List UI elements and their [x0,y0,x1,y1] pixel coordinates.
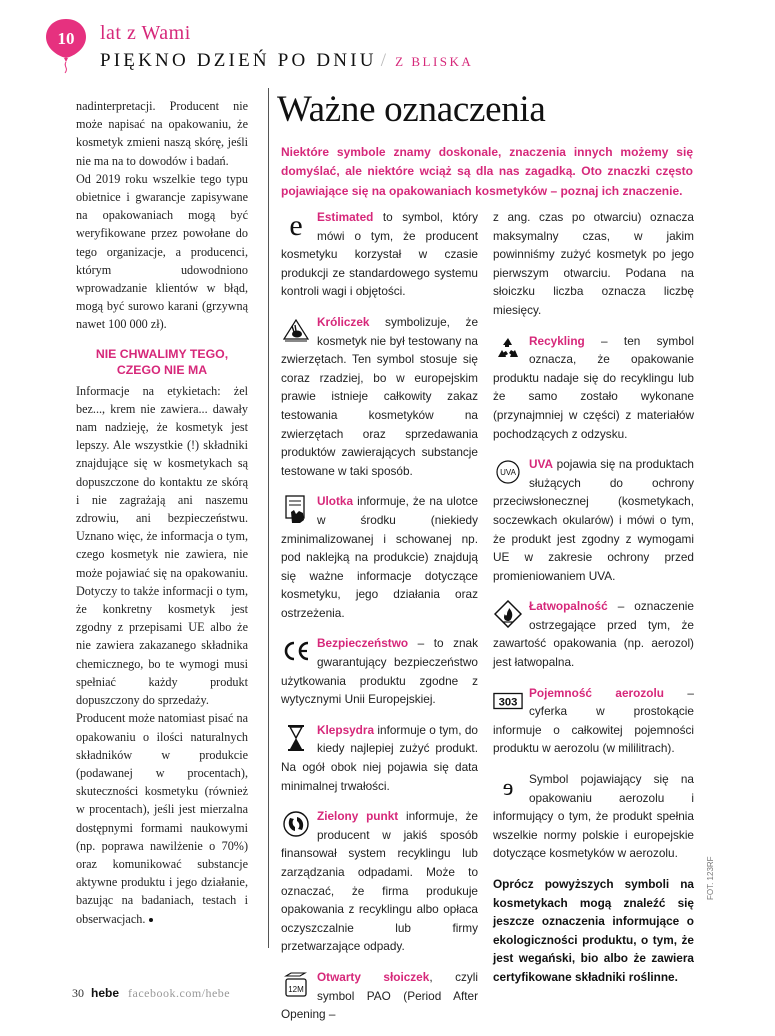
end-bullet-icon [149,918,153,922]
symbol-item [493,332,694,444]
green-dot-icon [281,809,311,839]
estimated-e-icon [281,210,311,240]
symbol-keyword: Zielony punkt [317,809,399,824]
symbol-description: to symbol, który mówi o tym, że producent kosmetyku korzystał w czasie produkcji ze standardowego systemu kontroli wagi i objętości. [281,210,478,299]
right-column [493,208,694,987]
middle-column [281,208,478,1036]
ce-mark-icon [281,636,311,666]
rabbit-icon [281,315,311,345]
page-footer [72,986,230,1001]
symbol-description: – oznaczenie ostrzegające przed tym, że zawartość opakowania (np. aerozol) jest łatwopalna. [493,599,694,670]
recycling-icon [493,334,523,364]
header-slash: / [380,50,390,71]
symbol-keyword: Pojemność aerozolu [529,685,664,700]
symbol-description: z ang. czas po otwarciu) oznacza maksymalny czas, w jakim powinniśmy zużyć kosmetyk po jego pierwszym otwarciu. Podana na słoiczku liczba oznacza liczbę miesięcy. [493,210,694,317]
symbol-description: informuje, że producent w jakiś sposób finansował system recyklingu lub zarządzania odpadami. Może to oznaczać, że firma produkuje opakowania z recyklingu albo opłaca oczyszczalnie lub firmy przetwarzające odpady. [281,809,478,954]
symbol-keyword: Otwarty słoiczek [317,969,430,984]
subheading: NIE CHWALIMY TEGO, CZEGO NIE MA [95,346,229,377]
svg-text:e: e [502,775,514,801]
symbol-item [281,634,478,708]
symbol-keyword: Bezpieczeństwo [317,636,409,651]
symbol-description: symbolizuje, że kosmetyk nie był testowany na zwierzętach. Ten symbol stosuje się coraz rzadziej, bo w europejskim prawie istnieje całkowity zakaz testowania kosmetyków na zwierzętach oraz sprzedawania produktów zawierających substancje testowane w taki sposób. [281,314,478,478]
leaflet-hand-icon [281,494,311,524]
paragraph: Od 2019 roku wszelkie tego typu obietnice i gwarancje zapisywane na opakowaniach mogą być weryfikowane przez powołane do tego organizacje, a producenci, którym udowodniono wprowadzanie klientów w błąd, mogą być surowo karani (grzywną nawet 100 000 zł). [76,171,248,332]
section-header [100,50,473,72]
symbol-keyword: Recykling [529,333,585,348]
symbol-item [281,721,478,795]
symbol-description: – ten symbol oznacza, że opakowanie produktu nadaje się do recyklingu lub że samo zostało wykonane (przynajmniej w części) z materiałów pochodzących z odzysku. [493,333,694,441]
aerosol-303-icon [493,686,523,716]
photo-credit: FOT. 123RF [706,856,715,900]
column-divider [268,88,269,948]
symbol-keyword: Klepsydra [317,722,375,737]
symbol-item [281,968,478,1024]
anniversary-balloon-icon [43,16,89,62]
symbol-description: – cyferka w prostokącie informuje o całkowitej pojemności produktu w aerozolu (w mililitrach). [493,685,694,756]
section-subtitle: Z BLISKA [395,54,474,69]
symbol-item [493,208,694,320]
symbol-keyword: UVA [529,457,554,472]
paragraph [76,709,248,927]
reversed-e-icon [493,772,523,802]
symbol-item [281,208,478,301]
open-jar-icon [281,970,311,1000]
symbol-description: informuje o tym, do kiedy najlepiej zużyć produkt. Na ogół obok niej pojawia się data minimalnej trwałości. [281,722,478,793]
symbol-item [281,313,478,480]
brand-logo: hebe [91,986,120,1000]
symbol-description: pojawia się na produktach służących do ochrony przeciwsłonecznej (kosmetykach, soczewkach okularów) i mówi o tym, że produkt jest zgodny z wymogami UE w zakresie ochrony przed promieniowaniem UVA. [493,457,694,583]
symbol-item [493,770,694,863]
symbol-item [281,492,478,622]
symbol-keyword: Ulotka [317,494,354,509]
uva-label: UVA [500,468,516,478]
anniversary-label: lat z Wami [100,22,191,44]
symbol-item [281,807,478,956]
symbol-keyword: Łatwopalność [529,599,608,614]
svg-text:10: 10 [57,29,75,48]
symbol-keyword: Króliczek [317,314,370,329]
closing-paragraph: Oprócz powyższych symboli na kosmetykach mogą znaleźć się jeszcze oznaczenia informujące o ekologiczności produktu, o tym, że jest wegański, bio albo że zawiera certyfikowane składniki roślinne. [493,877,694,984]
flammable-icon [493,599,523,629]
facebook-link[interactable]: facebook.com/hebe [128,986,231,1000]
symbol-description: , czyli symbol PAO (Period After Opening – [281,969,479,1022]
symbol-item [493,684,694,758]
page-number: 30 [72,986,84,1000]
svg-text:e: e [289,211,303,239]
symbol-item [493,597,694,671]
symbol-description: Symbol pojawiający się na opakowaniu aerozolu i informujący o tym, że produkt spełnia wszelkie normy polskie i europejskie dotyczące kosmetyków w aerozolu. [493,772,694,861]
magazine-section-title: PIĘKNO DZIEŃ PO DNIU [100,50,377,71]
article-title: Ważne oznaczenia [277,89,546,130]
paragraph: Informacje na etykietach: żel bez..., krem nie zawiera... dawały nam nadzieję, że kosmetyk jest lepszy. Ale wszystkie (!) składniki znajdujące się w kosmetykach są dopuszczone do kontaktu ze skórą i nie zagrażają ani naszemu zdrowiu, ani bezpieczeństwu. Uznano więc, że informacja o tym, czego kosmetyk nie zawiera, nie może pojawiać się na opakowaniu. Dotyczy to także informacji o tym, że konkretny kosmetyk jest zgodny z przepisami UE albo że nie zawiera zakazanego składnika chemicznego, bo te wymogi musi spełniać każdy produkt dopuszczony do sprzedaży. [76,383,248,708]
hourglass-icon [281,723,311,753]
uva-icon [493,457,523,487]
aerosol-label: 303 [498,696,518,709]
symbol-description: – to znak gwarantujący bezpieczeństwo użytkowania produktu zgodne z wytycznymi Unii Europejskiej. [281,636,478,707]
symbol-item [493,455,694,585]
pao-label: 12M [288,984,304,994]
paragraph: nadinterpretacji. Producent nie może napisać na opakowaniu, że kosmetyk zmieni naszą skórę, jeśli nie ma na to dowodów i badań. [76,99,248,168]
article-intro: Niektóre symbole znamy doskonale, znaczenia innych możemy się domyślać, ale niektóre wciąż są dla nas zagadką. Oto znaczki często pojawiające się na opakowaniach kosmetyków – poznaj ich znaczenie. [281,145,693,198]
symbol-description: informuje, że na ulotce w środku (niekiedy zminimalizowanej i schowanej np. pod naklejką na produkcie) znajdują się ważne informacje dotyczące kosmetyku, jego działania oraz ostrzeżenia. [281,494,478,620]
left-column [76,97,248,928]
symbol-keyword: Estimated [317,210,374,224]
paragraph-text: Producent może natomiast pisać na opakowaniu o ilości naturalnych składników w produkcie (podawanej w procentach), skuteczności kosmetyku (również w procentach), jeśli jest mierzalna dostępnymi formami naukowymi (np. poprawa nawilżenie o 70%) oraz komunikować substancje aktywne produktu i jego działanie, bazując na badaniach, testach i obserwacjach. [76,711,248,926]
